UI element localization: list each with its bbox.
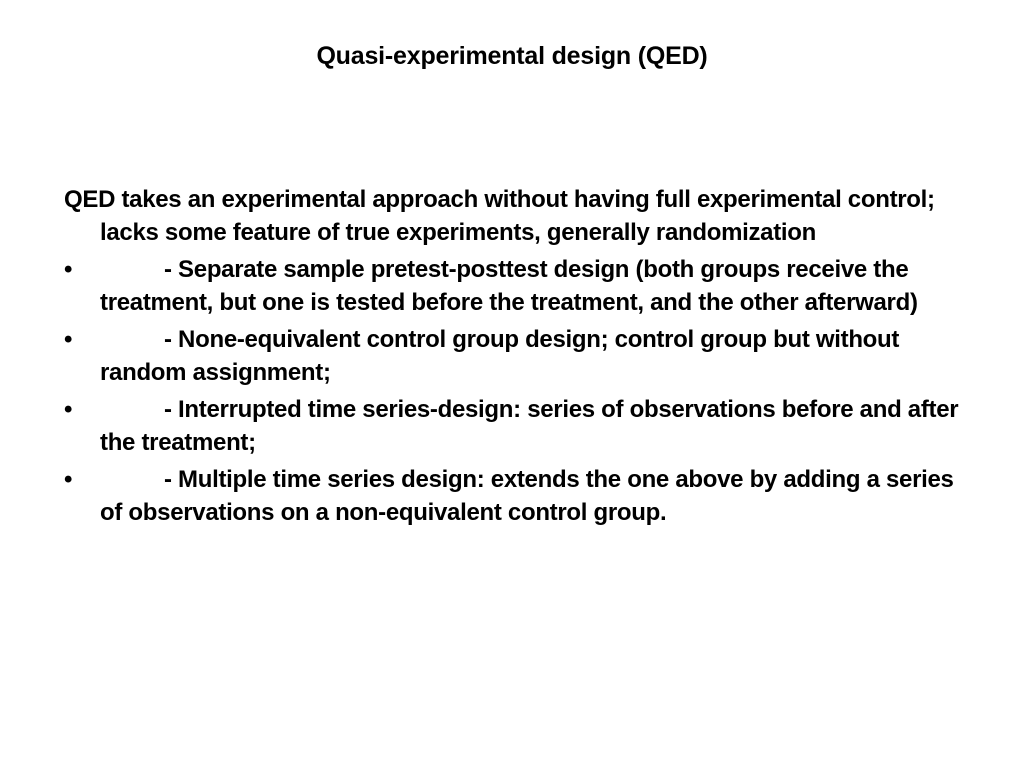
bullet-icon: • [64, 256, 73, 283]
bullet-item-separate-sample [64, 253, 964, 319]
slide-body [64, 183, 964, 533]
bullet-item-non-equivalent [64, 323, 964, 389]
bullet-text: - Multiple time series design: extends the one above by adding a series of observations on a non-equivalent control group. [100, 466, 954, 526]
bullet-text: - Separate sample pretest-posttest design (both groups receive the treatment, but one is tested before the treatment, and the other afterward) [100, 256, 918, 316]
bullet-text: - Interrupted time series-design: series of observations before and after the treatment; [100, 396, 959, 456]
bullet-icon: • [64, 326, 73, 353]
bullet-icon: • [64, 466, 73, 493]
bullet-item-interrupted-time-series [64, 393, 964, 459]
intro-paragraph: QED takes an experimental approach without having full experimental control; lacks some feature of true experiments, generally randomization [64, 186, 935, 246]
bullet-icon: • [64, 396, 73, 423]
slide-title: Quasi-experimental design (QED) [316, 42, 708, 70]
bullet-text: - None-equivalent control group design; control group but without random assignment; [100, 326, 900, 386]
bullet-item-multiple-time-series [64, 463, 964, 529]
bullet-list [64, 253, 964, 529]
